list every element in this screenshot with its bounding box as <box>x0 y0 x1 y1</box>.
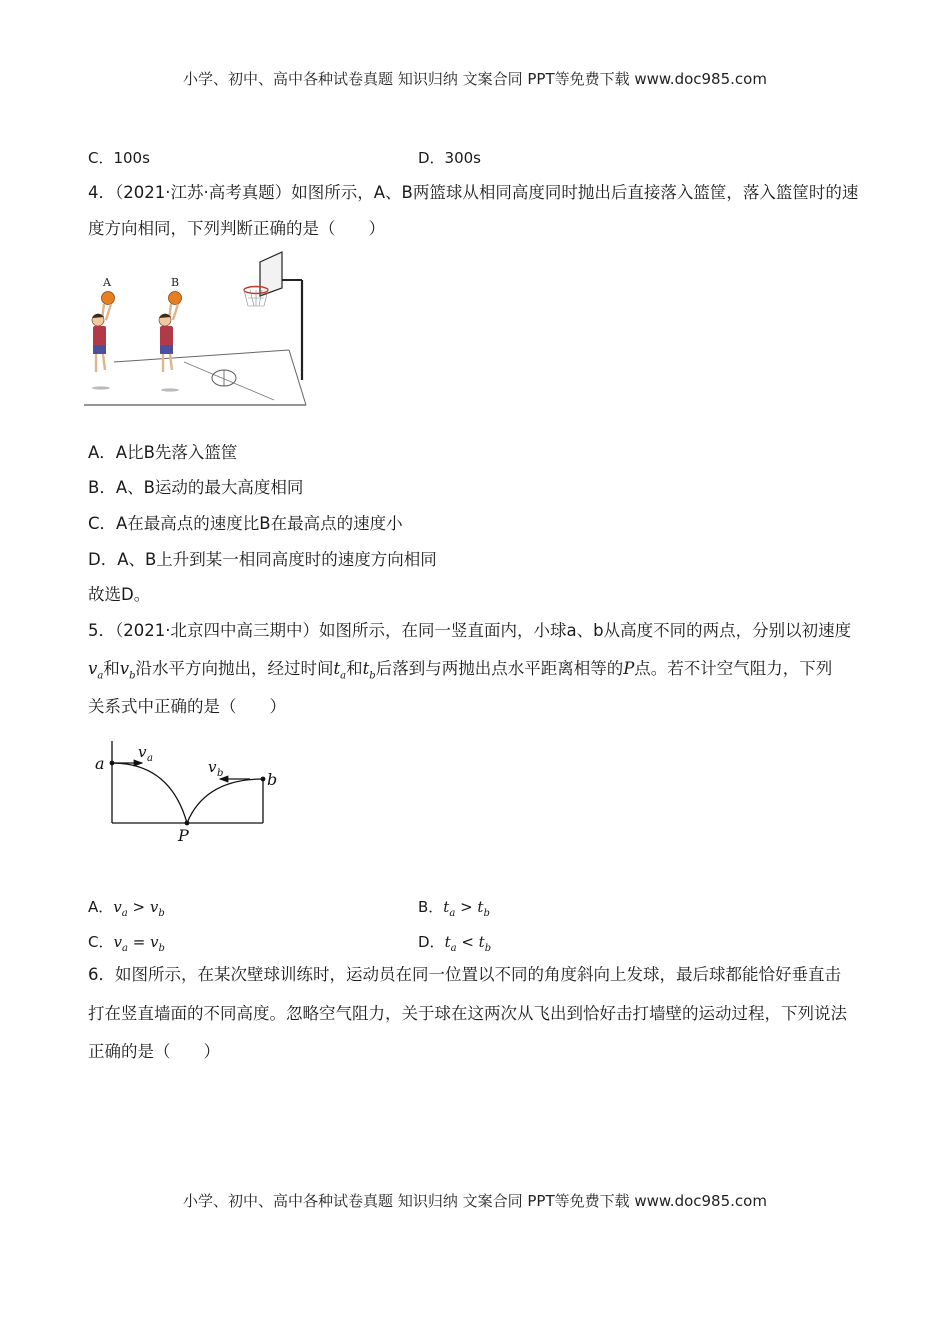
ball-b <box>169 292 182 305</box>
court-lane-line <box>184 362 274 400</box>
backboard <box>260 252 282 296</box>
q5-option-b: B．$t_a > t_b$ <box>418 898 490 919</box>
q5-option-c: C．$v_a = v_b$ <box>88 933 165 954</box>
court-sideline <box>289 350 306 405</box>
label-b: b <box>267 770 278 789</box>
q4-answer: 故选D。 <box>88 585 151 604</box>
label-va-sub: a <box>147 753 153 764</box>
trajectory-b <box>187 779 263 823</box>
q5-stem-line1: 5．（2021·北京四中高三期中）如图所示，在同一竖直面内，小球a、b从高度不同的两点，分别以初速度 <box>88 621 852 640</box>
point-a <box>110 761 115 766</box>
trajectory-a <box>112 763 187 823</box>
jersey-b <box>160 326 173 346</box>
label-a: A <box>103 276 111 289</box>
q5-stem-line2: $v_a$和$v_b$沿水平方向抛出，经过时间$t_a$和$t_b$后落到与两抛出点水平距离相等的P点。若不计空气阻力，下列 <box>88 659 833 682</box>
jersey-a <box>93 326 106 346</box>
label-va: v <box>138 743 147 761</box>
q5-stem-line3: 关系式中正确的是（ ） <box>88 697 286 716</box>
q4-option-d: D．A、B上升到某一相同高度时的速度方向相同 <box>88 550 437 569</box>
point-b <box>261 777 266 782</box>
q5-option-a: A．$v_a > v_b$ <box>88 898 165 919</box>
court-line <box>114 350 289 362</box>
q3-option-d: D．300s <box>418 149 481 167</box>
q5-projectile-figure <box>90 735 290 850</box>
q4-basketball-figure <box>84 250 310 412</box>
page-header: 小学、初中、高中各种试卷真题 知识归纳 文案合同 PPT等免费下载 www.doc985.com <box>183 70 767 88</box>
q4-option-b: B．A、B运动的最大高度相同 <box>88 478 304 497</box>
label-vb-sub: b <box>217 768 224 779</box>
q6-stem-line1: 6．如图所示，在某次壁球训练时，运动员在同一位置以不同的角度斜向上发球，最后球都能恰好垂直击 <box>88 965 841 984</box>
q4-option-c: C．A在最高点的速度比B在最高点的速度小 <box>88 514 403 533</box>
q6-stem-line2: 打在竖直墙面的不同高度。忽略空气阻力，关于球在这两次从飞出到恰好击打墙壁的运动过程，下列说法 <box>88 1004 847 1023</box>
q4-stem-line2: 度方向相同，下列判断正确的是（ ） <box>88 219 385 238</box>
q3-option-c: C．100s <box>88 149 150 167</box>
label-vb: v <box>208 758 217 776</box>
q4-option-a: A．A比B先落入篮筐 <box>88 443 238 462</box>
label-b: B <box>170 276 180 289</box>
ball-a <box>102 292 115 305</box>
player-a <box>92 292 115 390</box>
player-b <box>159 292 182 392</box>
label-a: a <box>95 754 105 773</box>
page-footer: 小学、初中、高中各种试卷真题 知识归纳 文案合同 PPT等免费下载 www.doc985.com <box>183 1192 767 1210</box>
point-p <box>185 821 190 826</box>
q5-option-d: D．$t_a < t_b$ <box>418 933 492 954</box>
label-p: P <box>178 826 189 845</box>
q6-stem-line3: 正确的是（ ） <box>88 1042 220 1061</box>
q4-stem-line1: 4．（2021·江苏·高考真题）如图所示，A、B两篮球从相同高度同时抛出后直接落入篮筐，落入篮筐时的速 <box>88 183 859 202</box>
